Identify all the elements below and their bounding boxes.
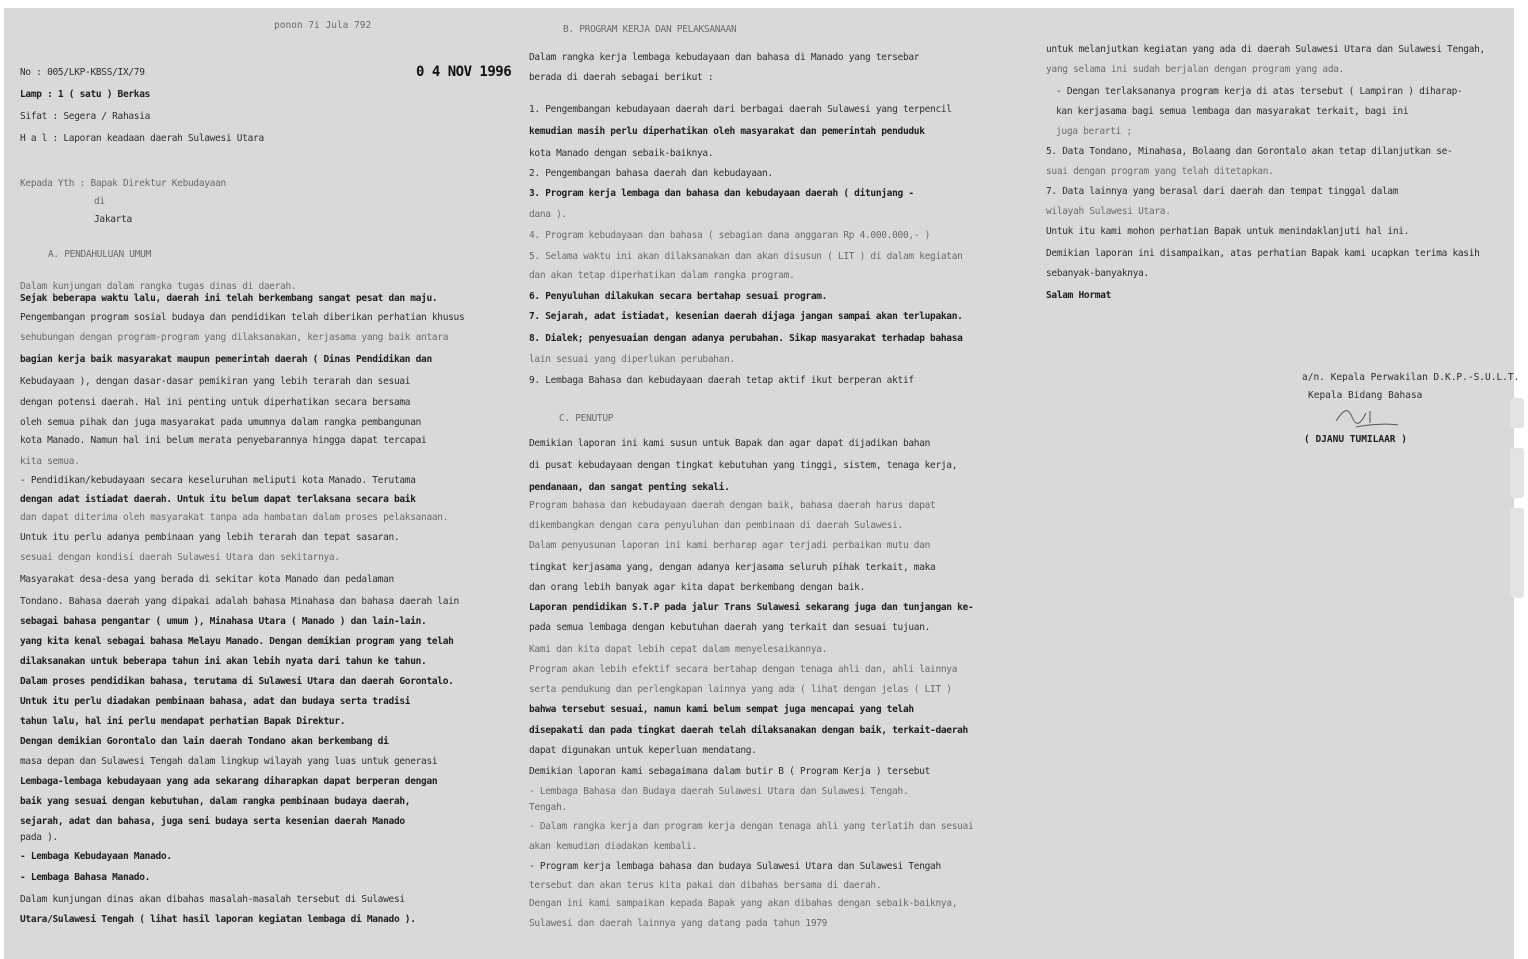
col1-text-line: Untuk itu perlu adanya pembinaan yang lebih terarah dan tepat sasaran. bbox=[20, 532, 400, 543]
signature-title: a/n. Kepala Perwakilan D.K.P.-S.U.L.T. bbox=[1302, 372, 1520, 383]
date-stamp: 0 4 NOV 1996 bbox=[416, 64, 512, 80]
handwritten-signature bbox=[1326, 403, 1406, 433]
col2-text-line: B. PROGRAM KERJA DAN PELAKSANAAN bbox=[563, 24, 737, 35]
col2-text-line: lain sesuai yang diperlukan perubahan. bbox=[529, 354, 735, 365]
col1-text-line: dilaksanakan untuk beberapa tahun ini akan lebih nyata dari tahun ke tahun. bbox=[20, 656, 427, 667]
col1-text-line: masa depan dan Sulawesi Tengah dalam lingkup wilayah yang luas untuk generasi bbox=[20, 756, 438, 767]
col2-text-line: dana ). bbox=[529, 209, 567, 220]
col2-text-line: Dengan ini kami sampaikan kepada Bapak yang akan dibahas dengan sebaik-baiknya, bbox=[529, 898, 958, 909]
col2-text-line: Dalam penyusunan laporan ini kami berharap agar terjadi perbaikan mutu dan bbox=[529, 540, 931, 551]
col1-text-line: sebagai bahasa pengantar ( umum ), Minahasa Utara ( Manado ) dan lain-lain. bbox=[20, 616, 427, 627]
col1-text-line: Dalam kunjungan dinas akan dibahas masalah-masalah tersebut di Sulawesi bbox=[20, 894, 405, 905]
col2-text-line: tersebut dan akan terus kita pakai dan dibahas bersama di daerah. bbox=[529, 880, 882, 891]
col1-text-line: No : 005/LKP-KBSS/IX/79 bbox=[20, 67, 145, 78]
col2-text-line: 5. Selama waktu ini akan dilaksanakan dan akan disusun ( LIT ) di dalam kegiatan bbox=[529, 251, 963, 262]
col1-text-line: Masyarakat desa-desa yang berada di sekitar kota Manado dan pedalaman bbox=[20, 574, 394, 585]
col1-text-line: Jakarta bbox=[94, 214, 132, 225]
col3-text-line: - Dengan terlaksananya program kerja di atas tersebut ( Lampiran ) diharap- bbox=[1056, 86, 1463, 97]
col1-text-line: Tondano. Bahasa daerah yang dipakai adalah bahasa Minahasa dan bahasa daerah lain bbox=[20, 596, 459, 607]
col2-text-line: dapat digunakan untuk keperluan mendatang. bbox=[529, 745, 757, 756]
col2-text-line: dikembangkan dengan cara penyuluhan dan pembinaan di daerah Sulawesi. bbox=[529, 520, 903, 531]
scanned-document bbox=[4, 8, 1520, 959]
col2-text-line: Kami dan kita dapat lebih cepat dalam menyelesaikannya. bbox=[529, 644, 828, 655]
col2-text-line: 3. Program kerja lembaga dan bahasa dan kebudayaan daerah ( ditunjang - bbox=[529, 188, 914, 199]
col2-text-line: 7. Sejarah, adat istiadat, kesenian daerah dijaga jangan sampai akan terlupakan. bbox=[529, 311, 963, 322]
col2-text-line: Demikian laporan ini kami susun untuk Bapak dan agar dapat dijadikan bahan bbox=[529, 438, 931, 449]
col1-text-line: baik yang sesuai dengan kebutuhan, dalam rangka pembinaan budaya daerah, bbox=[20, 796, 411, 807]
col1-text-line: Untuk itu perlu diadakan pembinaan bahasa, adat dan budaya serta tradisi bbox=[20, 696, 411, 707]
col1-text-line: Kepada Yth : Bapak Direktur Kebudayaan bbox=[20, 178, 226, 189]
col1-text-line: Dalam proses pendidikan bahasa, terutama di Sulawesi Utara dan daerah Gorontalo. bbox=[20, 676, 454, 687]
col3-text-line: yang selama ini sudah berjalan dengan program yang ada. bbox=[1046, 64, 1345, 75]
col2-text-line: Program bahasa dan kebudayaan daerah dengan baik, bahasa daerah harus dapat bbox=[529, 500, 936, 511]
col2-text-line: serta pendukung dan perlengkapan lainnya yang ada ( lihat dengan jelas ( LIT ) bbox=[529, 684, 952, 695]
scan-edge-mark bbox=[1510, 448, 1524, 498]
col2-text-line: Program akan lebih efektif secara bertahap dengan tenaga ahli dan, ahli lainnya bbox=[529, 664, 958, 675]
col1-text-line: Sifat : Segera / Rahasia bbox=[20, 111, 151, 122]
col2-text-line: berada di daerah sebagai berikut : bbox=[529, 72, 714, 83]
top-header: ponon 7i Jula 792 bbox=[274, 20, 372, 31]
col2-text-line: - Lembaga Bahasa dan Budaya daerah Sulawesi Utara dan Sulawesi Tengah. bbox=[529, 786, 909, 797]
col1-text-line: H a l : Laporan keadaan daerah Sulawesi Utara bbox=[20, 133, 264, 144]
signature-name: ( DJANU TUMILAAR ) bbox=[1304, 434, 1407, 445]
col1-text-line: - Lembaga Kebudayaan Manado. bbox=[20, 851, 172, 862]
col1-text-line: sehubungan dengan program-program yang dilaksanakan, kerjasama yang baik antara bbox=[20, 332, 449, 343]
col1-text-line: Dengan demikian Gorontalo dan lain daerah Tondano akan berkembang di bbox=[20, 736, 389, 747]
col1-text-line: Utara/Sulawesi Tengah ( lihat hasil laporan kegiatan lembaga di Manado ). bbox=[20, 914, 416, 925]
col1-text-line: pada ). bbox=[20, 832, 58, 843]
col1-text-line: - Pendidikan/kebudayaan secara keseluruhan meliputi kota Manado. Terutama bbox=[20, 475, 416, 486]
scan-edge-mark bbox=[1510, 508, 1524, 598]
col1-text-line: oleh semua pihak dan juga masyarakat pada umumnya dalam rangka pembangunan bbox=[20, 417, 422, 428]
col2-text-line: Sulawesi dan daerah lainnya yang datang pada tahun 1979 bbox=[529, 918, 828, 929]
col1-text-line: di bbox=[94, 196, 105, 207]
col1-text-line: dengan potensi daerah. Hal ini penting untuk diperhatikan secara bersama bbox=[20, 397, 411, 408]
col3-text-line: untuk melanjutkan kegiatan yang ada di daerah Sulawesi Utara dan Sulawesi Tengah, bbox=[1046, 44, 1485, 55]
col1-text-line: dan dapat diterima oleh masyarakat tanpa ada hambatan dalam proses pelaksanaan. bbox=[20, 512, 449, 523]
col2-text-line: 9. Lembaga Bahasa dan kebudayaan daerah tetap aktif ikut berperan aktif bbox=[529, 375, 914, 386]
col3-text-line: suai dengan program yang telah ditetapkan. bbox=[1046, 166, 1274, 177]
col2-text-line: kemudian masih perlu diperhatikan oleh masyarakat dan pemerintah penduduk bbox=[529, 126, 925, 137]
col1-text-line: yang kita kenal sebagai bahasa Melayu Manado. Dengan demikian program yang telah bbox=[20, 636, 454, 647]
col2-text-line: - Program kerja lembaga bahasa dan budaya Sulawesi Utara dan Sulawesi Tengah bbox=[529, 861, 941, 872]
col2-text-line: pendanaan, dan sangat penting sekali. bbox=[529, 482, 730, 493]
col3-text-line: sebanyak-banyaknya. bbox=[1046, 268, 1149, 279]
col1-text-line: Pengembangan program sosial budaya dan pendidikan telah diberikan perhatian khusus bbox=[20, 312, 465, 323]
col1-text-line: Dalam kunjungan dalam rangka tugas dinas di daerah. bbox=[20, 281, 297, 292]
col3-text-line: Demikian laporan ini disampaikan, atas perhatian Bapak kami ucapkan terima kasih bbox=[1046, 248, 1480, 259]
signature-role: Kepala Bidang Bahasa bbox=[1308, 390, 1423, 401]
col1-text-line: Lamp : 1 ( satu ) Berkas bbox=[20, 89, 151, 100]
col2-text-line: 8. Dialek; penyesuaian dengan adanya perubahan. Sikap masyarakat terhadap bahasa bbox=[529, 333, 963, 344]
col3-text-line: wilayah Sulawesi Utara. bbox=[1046, 206, 1171, 217]
col1-text-line: sejarah, adat dan bahasa, juga seni budaya serta kesenian daerah Manado bbox=[20, 816, 405, 827]
col3-text-line: Untuk itu kami mohon perhatian Bapak untuk menindaklanjuti hal ini. bbox=[1046, 226, 1410, 237]
col2-text-line: 2. Pengembangan bahasa daerah dan kebudayaan. bbox=[529, 168, 773, 179]
col2-text-line: 4. Program kebudayaan dan bahasa ( sebagian dana anggaran Rp 4.000.000,- ) bbox=[529, 230, 931, 241]
col1-text-line: A. PENDAHULUAN UMUM bbox=[48, 249, 151, 260]
col2-text-line: Demikian laporan kami sebagaimana dalam butir B ( Program Kerja ) tersebut bbox=[529, 766, 931, 777]
col2-text-line: pada semua lembaga dengan kebutuhan daerah yang terkait dan sesuai tujuan. bbox=[529, 622, 931, 633]
col2-text-line: bahwa tersebut sesuai, namun kami belum sempat juga mencapai yang telah bbox=[529, 704, 914, 715]
col3-text-line: Salam Hormat bbox=[1046, 290, 1112, 301]
col2-text-line: 6. Penyuluhan dilakukan secara bertahap sesuai program. bbox=[529, 291, 828, 302]
scan-edge-mark bbox=[1510, 398, 1524, 428]
col2-text-line: akan kemudian diadakan kembali. bbox=[529, 841, 698, 852]
col3-text-line: juga berarti ; bbox=[1056, 126, 1132, 137]
col3-text-line: 5. Data Tondano, Minahasa, Bolaang dan Gorontalo akan tetap dilanjutkan se- bbox=[1046, 146, 1453, 157]
col2-text-line: C. PENUTUP bbox=[559, 413, 614, 424]
col2-text-line: dan akan tetap diperhatikan dalam rangka program. bbox=[529, 270, 795, 281]
col1-text-line: Lembaga-lembaga kebudayaan yang ada sekarang diharapkan dapat berperan dengan bbox=[20, 776, 438, 787]
col1-text-line: kota Manado. Namun hal ini belum merata penyebarannya hingga dapat tercapai bbox=[20, 435, 427, 446]
col2-text-line: disepakati dan pada tingkat daerah telah dilaksanakan dengan baik, terkait-daerah bbox=[529, 725, 968, 736]
col1-text-line: sesuai dengan kondisi daerah Sulawesi Utara dan sekitarnya. bbox=[20, 552, 340, 563]
col2-text-line: dan orang lebih banyak agar kita dapat berkembang dengan baik. bbox=[529, 582, 866, 593]
col1-text-line: tahun lalu, hal ini perlu mendapat perhatian Bapak Direktur. bbox=[20, 716, 346, 727]
col2-text-line: di pusat kebudayaan dengan tingkat kebutuhan yang tinggi, sistem, tenaga kerja, bbox=[529, 460, 958, 471]
col3-text-line: kan kerjasama bagi semua lembaga dan masyarakat terkait, bagi ini bbox=[1056, 106, 1409, 117]
col1-text-line: dengan adat istiadat daerah. Untuk itu belum dapat terlaksana secara baik bbox=[20, 494, 416, 505]
col1-text-line: - Lembaga Bahasa Manado. bbox=[20, 872, 151, 883]
col1-text-line: Sejak beberapa waktu lalu, daerah ini telah berkembang sangat pesat dan maju. bbox=[20, 293, 438, 304]
col1-text-line: Kebudayaan ), dengan dasar-dasar pemikiran yang lebih terarah dan sesuai bbox=[20, 376, 411, 387]
col2-text-line: Tengah. bbox=[529, 802, 567, 813]
col2-text-line: kota Manado dengan sebaik-baiknya. bbox=[529, 148, 714, 159]
col2-text-line: 1. Pengembangan kebudayaan daerah dari berbagai daerah Sulawesi yang terpencil bbox=[529, 104, 952, 115]
col2-text-line: Dalam rangka kerja lembaga kebudayaan dan bahasa di Manado yang tersebar bbox=[529, 52, 920, 63]
col2-text-line: Laporan pendidikan S.T.P pada jalur Trans Sulawesi sekarang juga dan tunjangan ke- bbox=[529, 602, 974, 613]
col2-text-line: tingkat kerjasama yang, dengan adanya kerjasama seluruh pihak terkait, maka bbox=[529, 562, 936, 573]
col2-text-line: - Dalam rangka kerja dan program kerja dengan tenaga ahli yang terlatih dan sesuai bbox=[529, 821, 974, 832]
col3-text-line: 7. Data lainnya yang berasal dari daerah dan tempat tinggal dalam bbox=[1046, 186, 1399, 197]
col1-text-line: kita semua. bbox=[20, 456, 80, 467]
col1-text-line: bagian kerja baik masyarakat maupun pemerintah daerah ( Dinas Pendidikan dan bbox=[20, 354, 432, 365]
